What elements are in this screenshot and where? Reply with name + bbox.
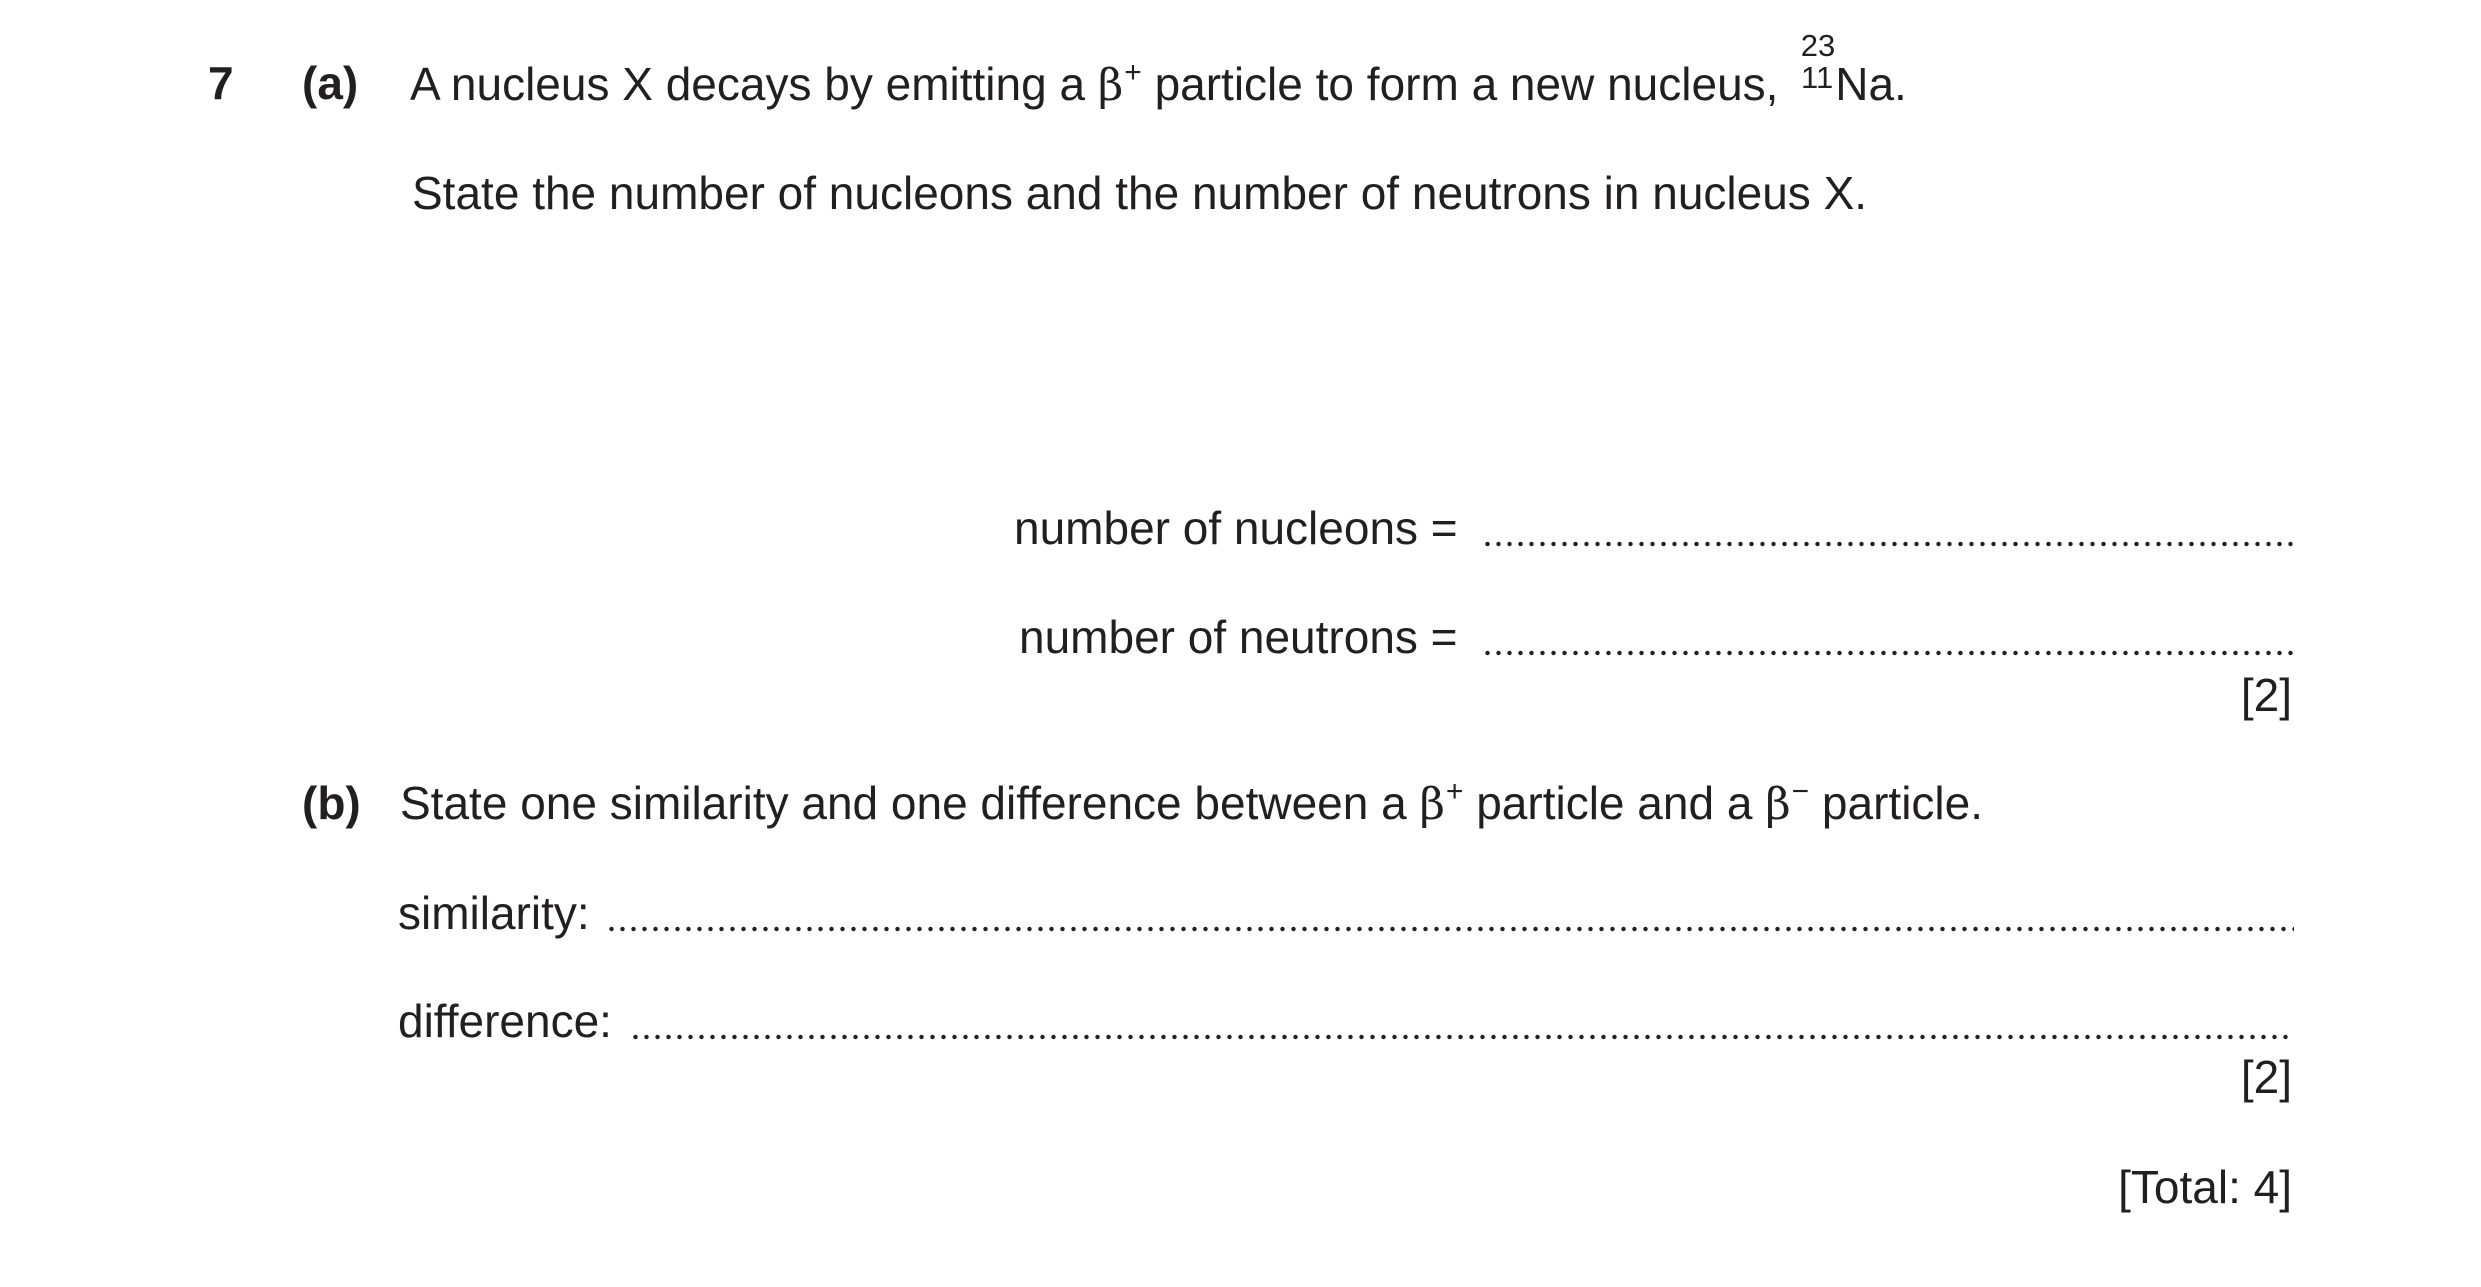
part-a-line1 [410,28,1907,111]
answer-row-similarity [398,887,2294,939]
question-number: 7 [208,57,234,109]
part-b-text-end: particle. [1809,777,1984,829]
part-b-question [400,775,1984,830]
line1-period: . [1894,58,1907,110]
beta-symbol: β [1765,779,1791,830]
part-a-instruction: State the number of nucleons and the number of neutrons in nucleus X. [412,167,1868,219]
answer-row-nucleons [1014,502,2294,554]
part-b-text-start: State one similarity and one difference between a [400,777,1420,829]
nuclide-symbol: Na [1835,58,1895,110]
beta-minus-sign: − [1791,775,1810,808]
part-a-line1-start: A nucleus X decays by emitting a [410,58,1098,110]
part-b-text-middle: particle and a [1463,777,1766,829]
similarity-answer-line[interactable] [606,926,2294,932]
nuclide-atomic-number: 11 [1801,60,1834,95]
part-a-marks: [2] [2240,669,2292,721]
beta-symbol: β [1097,60,1124,111]
part-b-marks: [2] [2240,1051,2292,1103]
part-a-label: (a) [302,57,359,109]
nuclide-mass-number: 23 [1800,28,1836,63]
beta-plus-sign: + [1445,775,1464,808]
nuclide-notation [1791,28,1836,100]
part-a-line1-end: particle to form a new nucleus, [1141,58,1792,110]
difference-label: difference: [398,995,612,1047]
neutrons-answer-line[interactable] [1482,650,2294,656]
nucleons-answer-line[interactable] [1482,541,2294,547]
total-marks: [Total: 4] [2118,1161,2292,1213]
similarity-label: similarity: [398,887,590,939]
nucleons-label: number of nucleons = [1014,502,1458,554]
beta-symbol: β [1419,779,1445,830]
beta-plus-sign: + [1124,56,1142,89]
part-b-label: (b) [302,777,361,829]
neutrons-label: number of neutrons = [1019,611,1458,663]
answer-row-neutrons [1019,611,2294,663]
answer-row-difference [398,995,2294,1047]
difference-answer-line[interactable] [630,1034,2294,1040]
